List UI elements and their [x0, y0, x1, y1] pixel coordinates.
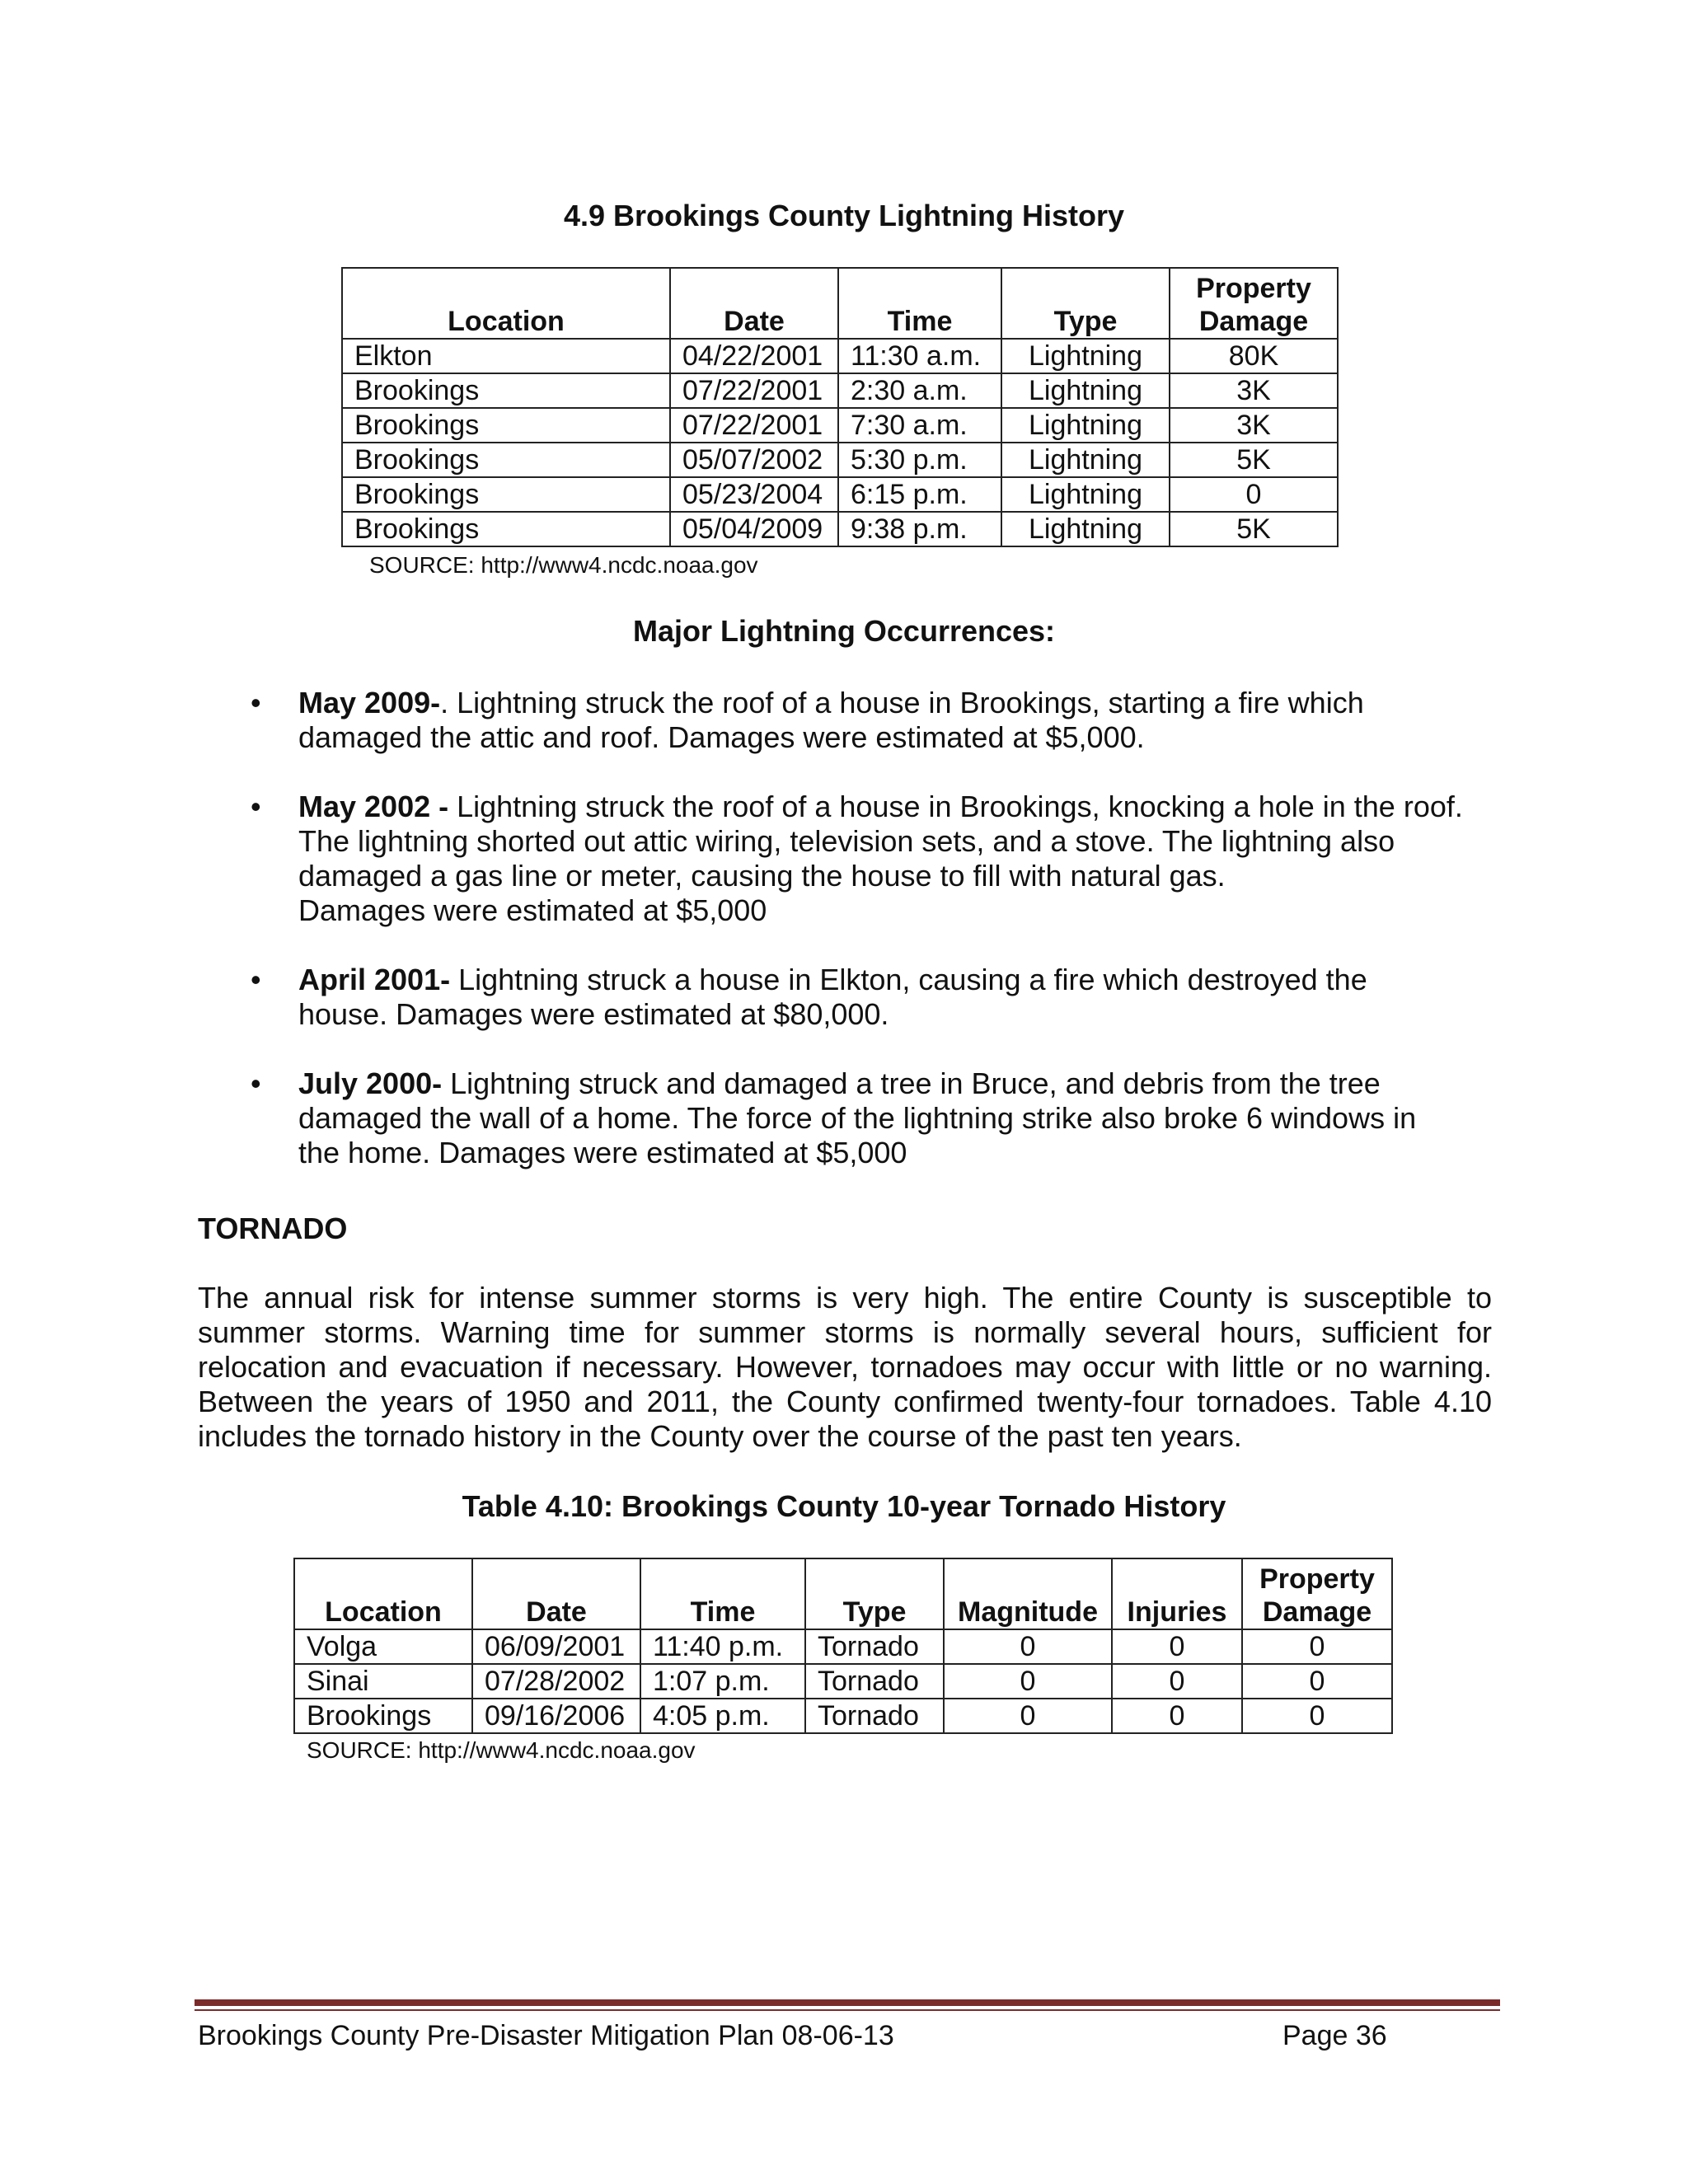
occurrence-text: damaged the wall of a home. The force of the lightning strike also broke 6 windows in	[298, 1101, 1417, 1135]
column-header-magnitude: Magnitude	[944, 1558, 1112, 1629]
paragraph-line: summer storms. Warning time for summer storms is normally several hours, sufficient for	[198, 1315, 1492, 1349]
table-row	[342, 373, 1338, 408]
table-cell: 9:38 p.m.	[838, 512, 1001, 546]
list-item	[198, 790, 1517, 928]
column-header-time: Time	[640, 1558, 805, 1629]
occurrence-text: . Lightning struck the roof of a house in Brookings, starting a fire which	[440, 686, 1364, 719]
occurrence-text: damaged a gas line or meter, causing the house to fill with natural gas.	[298, 859, 1226, 893]
table-row	[342, 408, 1338, 443]
table-cell: 05/23/2004	[670, 477, 838, 512]
table-row	[294, 1629, 1392, 1664]
table-cell: Brookings	[342, 512, 670, 546]
table-cell: 0	[1242, 1664, 1392, 1699]
table-cell: Lightning	[1001, 443, 1170, 477]
table-cell: Volga	[294, 1629, 472, 1664]
table-cell: Lightning	[1001, 408, 1170, 443]
occurrence-date: July 2000-	[298, 1066, 443, 1100]
list-item	[198, 686, 1517, 755]
bullet-icon: •	[251, 1066, 261, 1100]
table-cell: 2:30 a.m.	[838, 373, 1001, 408]
table-cell: Brookings	[342, 443, 670, 477]
table-cell: 0	[1242, 1629, 1392, 1664]
bullet-icon: •	[251, 963, 261, 996]
column-header-date: Date	[670, 268, 838, 339]
footer-rule-thin	[195, 2009, 1500, 2011]
paragraph-line: includes the tornado history in the County over the course of the past ten years.	[198, 1419, 1242, 1453]
table-cell: Lightning	[1001, 477, 1170, 512]
table-cell: 11:30 a.m.	[838, 339, 1001, 373]
table-cell: Brookings	[294, 1699, 472, 1733]
occurrences-heading: Major Lightning Occurrences:	[632, 614, 1056, 648]
table-header-row	[342, 268, 1338, 339]
table-row	[294, 1699, 1392, 1733]
table-cell: 0	[1242, 1699, 1392, 1733]
table-cell: 5:30 p.m.	[838, 443, 1001, 477]
table-cell: Brookings	[342, 373, 670, 408]
table-cell: 0	[944, 1629, 1112, 1664]
column-header-type: Type	[805, 1558, 944, 1629]
table-cell: 4:05 p.m.	[640, 1699, 805, 1733]
occurrence-text: the home. Damages were estimated at $5,000	[298, 1136, 907, 1169]
tornado-paragraph	[198, 1281, 1492, 1454]
occurrence-text: house. Damages were estimated at $80,000.	[298, 997, 889, 1031]
list-item	[198, 1066, 1517, 1170]
table-cell: Tornado	[805, 1664, 944, 1699]
occurrence-date: April 2001-	[298, 963, 451, 996]
paragraph-line: The annual risk for intense summer storms is very high. The entire County is susceptible to	[198, 1281, 1492, 1315]
table-cell: 0	[1170, 477, 1338, 512]
column-header-property-damage: Property Damage	[1242, 1558, 1392, 1629]
table-row	[342, 477, 1338, 512]
table-cell: Sinai	[294, 1664, 472, 1699]
paragraph-line: relocation and evacuation if necessary. However, tornadoes may occur with little or no warning.	[198, 1350, 1492, 1384]
footer-document-title: Brookings County Pre-Disaster Mitigation Plan 08-06-13	[198, 2020, 894, 2051]
table-cell: Lightning	[1001, 339, 1170, 373]
table-header-row	[294, 1558, 1392, 1629]
table-cell: Brookings	[342, 477, 670, 512]
occurrences-list	[198, 686, 1517, 1205]
table-row	[294, 1664, 1392, 1699]
table-cell: 04/22/2001	[670, 339, 838, 373]
occurrence-text: damaged the attic and roof. Damages were estimated at $5,000.	[298, 720, 1145, 754]
column-header-location: Location	[342, 268, 670, 339]
column-header-time: Time	[838, 268, 1001, 339]
footer-rule-thick	[195, 1999, 1500, 2006]
table-cell: 0	[944, 1664, 1112, 1699]
table-cell: 3K	[1170, 373, 1338, 408]
table-cell: 0	[944, 1699, 1112, 1733]
occurrence-text: Damages were estimated at $5,000	[298, 893, 767, 927]
table-row	[342, 443, 1338, 477]
table-cell: 07/22/2001	[670, 408, 838, 443]
bullet-icon: •	[251, 790, 261, 823]
table-cell: Elkton	[342, 339, 670, 373]
table-cell: 0	[1112, 1664, 1242, 1699]
column-header-type: Type	[1001, 268, 1170, 339]
tornado-history-table	[293, 1558, 1393, 1734]
column-header-property-damage: Property Damage	[1170, 268, 1338, 339]
occurrence-date: May 2009-	[298, 686, 441, 719]
table-row	[342, 339, 1338, 373]
column-header-injuries: Injuries	[1112, 1558, 1242, 1629]
occurrence-text: Lightning struck a house in Elkton, causing a fire which destroyed the	[450, 963, 1367, 996]
tornado-table-title: Table 4.10: Brookings County 10-year Tornado History	[462, 1489, 1226, 1523]
lightning-table-title: 4.9 Brookings County Lightning History	[563, 199, 1124, 232]
occurrence-text: The lightning shorted out attic wiring, television sets, and a stove. The lightning also	[298, 824, 1395, 858]
table-cell: 5K	[1170, 512, 1338, 546]
table-cell: Tornado	[805, 1699, 944, 1733]
table-row	[342, 512, 1338, 546]
table-cell: Lightning	[1001, 512, 1170, 546]
table-cell: 05/04/2009	[670, 512, 838, 546]
occurrence-text: Lightning struck the roof of a house in Brookings, knocking a hole in the roof.	[448, 790, 1463, 823]
tornado-heading: TORNADO	[198, 1212, 348, 1245]
table-cell: 1:07 p.m.	[640, 1664, 805, 1699]
table-cell: 09/16/2006	[472, 1699, 640, 1733]
table-cell: 07/22/2001	[670, 373, 838, 408]
table-cell: 07/28/2002	[472, 1664, 640, 1699]
footer-page-number: Page 36	[1282, 2020, 1387, 2051]
bullet-icon: •	[251, 686, 261, 719]
table-cell: Tornado	[805, 1629, 944, 1664]
table-cell: 06/09/2001	[472, 1629, 640, 1664]
occurrence-date: May 2002 -	[298, 790, 449, 823]
table-cell: 0	[1112, 1629, 1242, 1664]
column-header-date: Date	[472, 1558, 640, 1629]
table-cell: 80K	[1170, 339, 1338, 373]
table-cell: 05/07/2002	[670, 443, 838, 477]
lightning-history-table	[341, 267, 1339, 547]
tornado-source-note: SOURCE: http://www4.ncdc.noaa.gov	[307, 1737, 696, 1763]
table-cell: Lightning	[1001, 373, 1170, 408]
table-cell: 5K	[1170, 443, 1338, 477]
table-cell: 0	[1112, 1699, 1242, 1733]
table-cell: 3K	[1170, 408, 1338, 443]
occurrence-text: Lightning struck and damaged a tree in Bruce, and debris from the tree	[442, 1066, 1381, 1100]
table-cell: 6:15 p.m.	[838, 477, 1001, 512]
paragraph-line: Between the years of 1950 and 2011, the County confirmed twenty-four tornadoes. Table 4.10	[198, 1385, 1492, 1418]
column-header-location: Location	[294, 1558, 472, 1629]
lightning-source-note: SOURCE: http://www4.ncdc.noaa.gov	[369, 552, 758, 578]
list-item	[198, 963, 1517, 1032]
table-cell: 11:40 p.m.	[640, 1629, 805, 1664]
table-cell: 7:30 a.m.	[838, 408, 1001, 443]
table-cell: Brookings	[342, 408, 670, 443]
